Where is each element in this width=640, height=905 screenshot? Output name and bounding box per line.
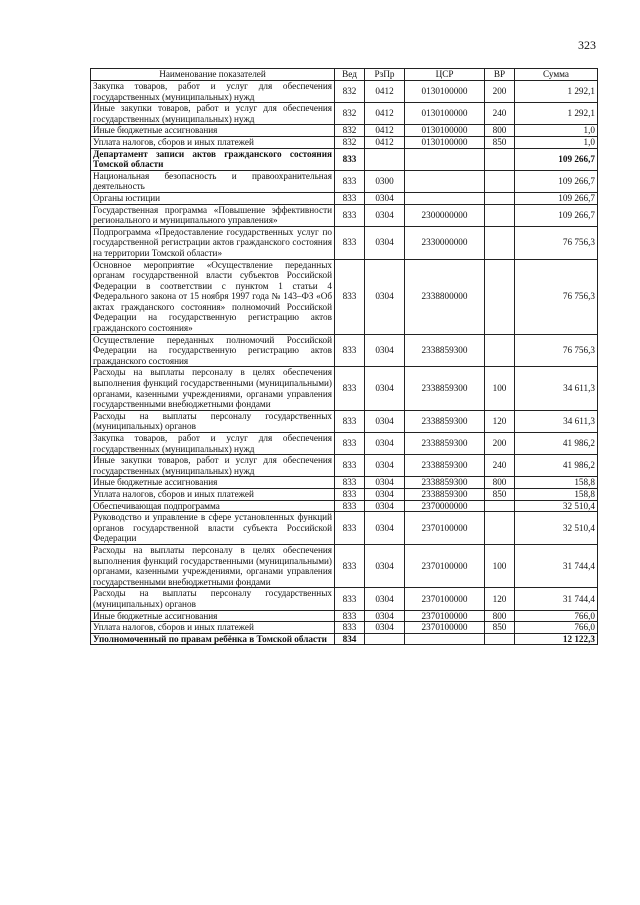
cell-name: Иные закупки товаров, работ и услуг для обеспечения государственных (муниципальных) нужд (91, 455, 335, 477)
cell-rzpr: 0304 (365, 433, 405, 455)
table-row (91, 103, 598, 125)
cell-ved: 832 (335, 81, 365, 103)
cell-rzpr: 0304 (365, 259, 405, 334)
cell-sum: 109 266,7 (515, 192, 598, 204)
cell-csr (405, 148, 485, 170)
cell-csr (405, 192, 485, 204)
table-row (91, 622, 598, 634)
cell-ved: 833 (335, 192, 365, 204)
cell-rzpr: 0304 (365, 622, 405, 634)
cell-sum: 158,8 (515, 477, 598, 489)
table-row (91, 455, 598, 477)
cell-vr (485, 512, 515, 545)
cell-ved: 834 (335, 633, 365, 645)
cell-csr: 2370100000 (405, 512, 485, 545)
cell-rzpr: 0304 (365, 410, 405, 432)
cell-csr: 2330000000 (405, 226, 485, 259)
cell-vr: 800 (485, 477, 515, 489)
table-row (91, 367, 598, 410)
cell-ved: 833 (335, 433, 365, 455)
cell-ved: 833 (335, 170, 365, 192)
cell-vr: 200 (485, 81, 515, 103)
cell-name: Иные бюджетные ассигнования (91, 610, 335, 622)
cell-rzpr: 0304 (365, 226, 405, 259)
budget-table (90, 68, 598, 645)
table-row (91, 610, 598, 622)
cell-sum: 41 986,2 (515, 455, 598, 477)
table-row (91, 544, 598, 587)
cell-name: Уплата налогов, сборов и иных платежей (91, 488, 335, 500)
cell-rzpr: 0304 (365, 588, 405, 610)
header-sum: Сумма (515, 69, 598, 81)
cell-name: Обеспечивающая подпрограмма (91, 500, 335, 512)
cell-rzpr: 0304 (365, 334, 405, 367)
cell-name: Иные бюджетные ассигнования (91, 125, 335, 137)
header-name: Наименование показателей (91, 69, 335, 81)
cell-ved: 833 (335, 204, 365, 226)
cell-csr (405, 170, 485, 192)
cell-name: Расходы на выплаты персоналу государственных (муниципальных) органов (91, 588, 335, 610)
cell-rzpr: 0304 (365, 610, 405, 622)
cell-name: Национальная безопасность и правоохранительная деятельность (91, 170, 335, 192)
header-csr: ЦСР (405, 69, 485, 81)
cell-csr (405, 633, 485, 645)
cell-sum: 766,0 (515, 610, 598, 622)
cell-vr: 240 (485, 455, 515, 477)
cell-vr: 100 (485, 544, 515, 587)
cell-rzpr: 0300 (365, 170, 405, 192)
cell-vr: 850 (485, 136, 515, 148)
cell-rzpr: 0412 (365, 81, 405, 103)
cell-csr: 2338800000 (405, 259, 485, 334)
cell-vr: 100 (485, 367, 515, 410)
cell-sum: 766,0 (515, 622, 598, 634)
cell-vr (485, 148, 515, 170)
cell-sum: 31 744,4 (515, 588, 598, 610)
cell-vr (485, 192, 515, 204)
cell-sum: 41 986,2 (515, 433, 598, 455)
cell-name: Осуществление переданных полномочий Российской Федерации на государственную регистрацию актов гражданского состояния (91, 334, 335, 367)
cell-name: Уплата налогов, сборов и иных платежей (91, 622, 335, 634)
cell-csr: 2300000000 (405, 204, 485, 226)
cell-sum: 109 266,7 (515, 148, 598, 170)
cell-sum: 76 756,3 (515, 334, 598, 367)
cell-rzpr: 0304 (365, 488, 405, 500)
cell-name: Закупка товаров, работ и услуг для обеспечения государственных (муниципальных) нужд (91, 433, 335, 455)
cell-rzpr: 0304 (365, 512, 405, 545)
cell-ved: 833 (335, 622, 365, 634)
cell-csr: 2338859300 (405, 367, 485, 410)
header-rzpr: РзПр (365, 69, 405, 81)
table-row (91, 512, 598, 545)
cell-sum: 76 756,3 (515, 259, 598, 334)
cell-sum: 1 292,1 (515, 81, 598, 103)
cell-ved: 832 (335, 136, 365, 148)
table-row (91, 588, 598, 610)
cell-ved: 833 (335, 477, 365, 489)
cell-ved: 833 (335, 544, 365, 587)
table-row (91, 192, 598, 204)
cell-name: Уполномоченный по правам ребёнка в Томской области (91, 633, 335, 645)
cell-vr: 120 (485, 588, 515, 610)
cell-name: Подпрограмма «Предоставление государственных услуг по государственной регистрации актов гражданского состояния на территории Томской области» (91, 226, 335, 259)
cell-rzpr: 0304 (365, 544, 405, 587)
cell-csr: 0130100000 (405, 103, 485, 125)
cell-vr (485, 633, 515, 645)
table-row (91, 136, 598, 148)
cell-ved: 833 (335, 610, 365, 622)
cell-csr: 2370100000 (405, 610, 485, 622)
table-row (91, 488, 598, 500)
cell-ved: 833 (335, 367, 365, 410)
cell-name: Государственная программа «Повышение эффективности регионального и муниципального управления» (91, 204, 335, 226)
cell-sum: 12 122,3 (515, 633, 598, 645)
table-row (91, 334, 598, 367)
cell-name: Уплата налогов, сборов и иных платежей (91, 136, 335, 148)
cell-sum: 1,0 (515, 136, 598, 148)
table-header-row (91, 69, 598, 81)
cell-vr (485, 204, 515, 226)
cell-name: Руководство и управление в сфере установленных функций органов государственной власти субъекта Российской Федерации (91, 512, 335, 545)
cell-ved: 833 (335, 148, 365, 170)
cell-csr: 2338859300 (405, 433, 485, 455)
cell-ved: 832 (335, 103, 365, 125)
cell-sum: 32 510,4 (515, 500, 598, 512)
header-ved: Вед (335, 69, 365, 81)
cell-rzpr: 0412 (365, 103, 405, 125)
cell-vr: 120 (485, 410, 515, 432)
cell-csr: 2370000000 (405, 500, 485, 512)
cell-rzpr: 0412 (365, 125, 405, 137)
cell-ved: 833 (335, 259, 365, 334)
cell-csr: 0130100000 (405, 136, 485, 148)
cell-csr: 2370100000 (405, 622, 485, 634)
cell-csr: 0130100000 (405, 81, 485, 103)
cell-vr: 240 (485, 103, 515, 125)
cell-vr (485, 500, 515, 512)
table-row (91, 433, 598, 455)
cell-name: Расходы на выплаты персоналу в целях обеспечения выполнения функций государственными (муниципальными) органами, казенными учреждениями, органами управления государственными внебюджетными фондами (91, 367, 335, 410)
cell-sum: 34 611,3 (515, 410, 598, 432)
cell-vr (485, 334, 515, 367)
cell-rzpr (365, 148, 405, 170)
cell-csr: 2338859300 (405, 410, 485, 432)
cell-vr: 850 (485, 622, 515, 634)
cell-rzpr: 0304 (365, 500, 405, 512)
table-row (91, 633, 598, 645)
cell-csr: 2338859300 (405, 334, 485, 367)
cell-rzpr: 0412 (365, 136, 405, 148)
cell-ved: 833 (335, 512, 365, 545)
table-row (91, 148, 598, 170)
cell-name: Департамент записи актов гражданского состояния Томской области (91, 148, 335, 170)
cell-vr: 850 (485, 488, 515, 500)
cell-name: Расходы на выплаты персоналу государственных (муниципальных) органов (91, 410, 335, 432)
cell-sum: 109 266,7 (515, 170, 598, 192)
cell-name: Органы юстиции (91, 192, 335, 204)
cell-name: Расходы на выплаты персоналу в целях обеспечения выполнения функций государственными (муниципальными) органами, казенными учреждениями, органами управления государственными внебюджетными фондами (91, 544, 335, 587)
cell-sum: 1 292,1 (515, 103, 598, 125)
cell-name: Основное мероприятие «Осуществление переданных органам государственной власти субъектов Российской Федерации в соответствии с пунктом 1 статьи 4 Федерального закона от 15 ноября 1997 года № 143–ФЗ «Об актах гражданского состояния» полномочий Российской Федерации на государственную регистрацию актов гражданского состояния» (91, 259, 335, 334)
cell-vr (485, 170, 515, 192)
header-vr: ВР (485, 69, 515, 81)
cell-csr: 2370100000 (405, 588, 485, 610)
table-row (91, 477, 598, 489)
page-number: 323 (578, 38, 596, 52)
cell-sum: 31 744,4 (515, 544, 598, 587)
cell-sum: 1,0 (515, 125, 598, 137)
table-row (91, 259, 598, 334)
cell-vr: 800 (485, 610, 515, 622)
table-row (91, 170, 598, 192)
table-row (91, 410, 598, 432)
cell-vr (485, 226, 515, 259)
table-row (91, 81, 598, 103)
cell-vr: 800 (485, 125, 515, 137)
table-row (91, 204, 598, 226)
cell-csr: 2338859300 (405, 455, 485, 477)
table-row (91, 500, 598, 512)
cell-rzpr: 0304 (365, 204, 405, 226)
cell-ved: 833 (335, 500, 365, 512)
cell-ved: 832 (335, 125, 365, 137)
cell-name: Иные бюджетные ассигнования (91, 477, 335, 489)
cell-csr: 2338859300 (405, 477, 485, 489)
table-body (91, 81, 598, 645)
cell-name: Закупка товаров, работ и услуг для обеспечения государственных (муниципальных) нужд (91, 81, 335, 103)
cell-ved: 833 (335, 455, 365, 477)
cell-ved: 833 (335, 488, 365, 500)
cell-ved: 833 (335, 410, 365, 432)
cell-vr (485, 259, 515, 334)
cell-ved: 833 (335, 334, 365, 367)
cell-ved: 833 (335, 588, 365, 610)
cell-sum: 109 266,7 (515, 204, 598, 226)
cell-rzpr: 0304 (365, 455, 405, 477)
cell-ved: 833 (335, 226, 365, 259)
cell-rzpr: 0304 (365, 192, 405, 204)
cell-sum: 158,8 (515, 488, 598, 500)
cell-vr: 200 (485, 433, 515, 455)
cell-rzpr: 0304 (365, 477, 405, 489)
cell-csr: 0130100000 (405, 125, 485, 137)
table-row (91, 226, 598, 259)
cell-csr: 2370100000 (405, 544, 485, 587)
cell-rzpr: 0304 (365, 367, 405, 410)
cell-sum: 34 611,3 (515, 367, 598, 410)
table-row (91, 125, 598, 137)
cell-sum: 32 510,4 (515, 512, 598, 545)
cell-rzpr (365, 633, 405, 645)
cell-csr: 2338859300 (405, 488, 485, 500)
cell-sum: 76 756,3 (515, 226, 598, 259)
cell-name: Иные закупки товаров, работ и услуг для обеспечения государственных (муниципальных) нужд (91, 103, 335, 125)
